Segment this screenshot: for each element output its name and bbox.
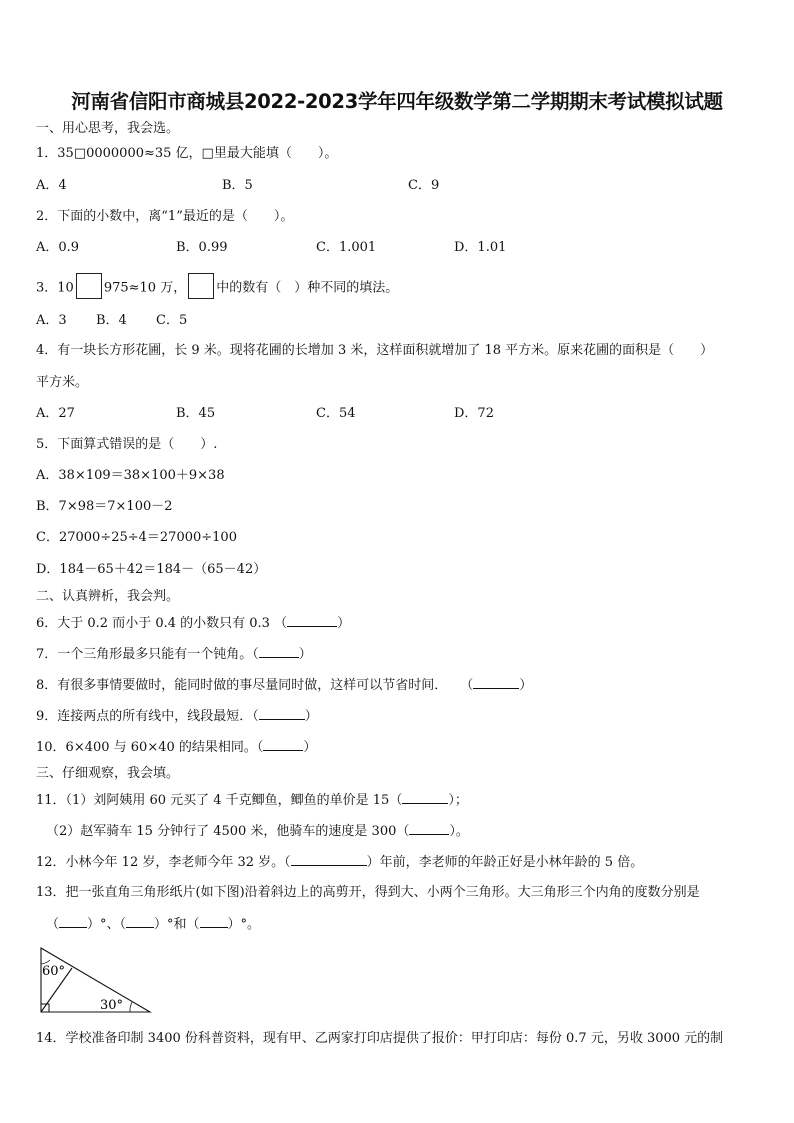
q9-answer-blank [259, 707, 305, 720]
q11-part2-paren-close: ）。 [449, 824, 469, 839]
q9-text: 9．连接两点的所有线中，线段最短．（ [36, 709, 259, 724]
q2-option-d: D．1.01 [454, 240, 507, 255]
q1-option-b: B．5 [222, 178, 253, 193]
q8-answer-blank [473, 676, 519, 689]
question-5: 5．下面算式错误的是（ ）. [36, 437, 218, 452]
q11-part1-paren-close: ）； [448, 793, 468, 808]
q8-paren-close: ） [519, 678, 533, 693]
q6-answer-blank [287, 614, 337, 627]
question-4-line-2: 平方米。 [36, 375, 89, 390]
q2-option-c: C．1.001 [316, 240, 377, 255]
q12-answer-blank [291, 853, 367, 866]
q13-blank-3 [200, 915, 228, 928]
question-10 [36, 738, 316, 757]
q5-option-b: B．7×98＝7×100－2 [36, 499, 173, 514]
q3-text-pre: 3．10 [36, 280, 74, 296]
question-13-line-2 [46, 915, 260, 934]
q13-paren-4: ）°。 [227, 917, 261, 932]
q1-option-c: C．9 [408, 178, 440, 193]
question-3 [36, 275, 398, 301]
q3-option-a: A．3 [36, 313, 67, 328]
q1-option-a: A．4 [36, 178, 67, 193]
q5-option-d: D．184－65＋42＝184－（65－42） [36, 562, 267, 577]
q11-part2-blank [409, 822, 449, 835]
question-7 [36, 645, 312, 664]
question-1: 1．35□0000000≈35 亿，□里最大能填（ ）。 [36, 146, 338, 161]
q9-paren-close: ） [304, 709, 318, 724]
q11-part2-text: （2）赵军骑车 15 分钟行了 4500 米，他骑车的速度是 300（ [46, 824, 410, 839]
question-11-part-2 [46, 822, 469, 841]
q3-blank-box [76, 273, 102, 299]
q13-blank-1 [59, 915, 87, 928]
q13-paren-3: ）°和（ [154, 917, 200, 932]
q4-option-b: B．45 [176, 406, 216, 421]
q6-paren-close: ） [337, 616, 351, 631]
q5-option-c: C．27000÷25÷4＝27000÷100 [36, 530, 237, 545]
q7-text: 7．一个三角形最多只能有一个钝角。（ [36, 647, 259, 662]
page-title: 河南省信阳市商城县2022-2023学年四年级数学第二学期期末考试模拟试题 [71, 90, 723, 113]
q12-text-pre: 12．小林今年 12 岁，李老师今年 32 岁。（ [36, 855, 291, 870]
question-9 [36, 707, 318, 726]
question-14-line-1: 14．学校准备印制 3400 份科普资料，现有甲、乙两家打印店提供了报价：甲打印店：每份 0.7 元，另收 3000 元的制 [36, 1031, 724, 1046]
section-heading-2: 二、认真辨析，我会判。 [36, 589, 180, 604]
question-11-part-1 [36, 791, 468, 810]
q10-paren-close: ） [303, 740, 317, 755]
q11-part1-text: 11．（1）刘阿姨用 60 元买了 4 千克鲫鱼，鲫鱼的单价是 15（ [36, 793, 403, 808]
q3-text-post: 中的数有（ ）种不同的填法。 [216, 280, 399, 296]
triangle-outline [41, 948, 150, 1012]
q5-option-a: A．38×109＝38×100＋9×38 [36, 468, 225, 483]
question-8 [36, 676, 532, 695]
section-heading-1: 一、用心思考，我会选。 [36, 121, 180, 136]
question-4-line-1: 4．有一块长方形花圃，长 9 米。现将花圃的长增加 3 米，这样面积就增加了 18 平方米。原来花圃的面积是（ ） [36, 343, 714, 358]
q12-text-post: ）年前，李老师的年龄正好是小林年龄的 5 倍。 [366, 855, 644, 870]
angle-label-60: 60° [42, 964, 66, 979]
q13-paren-1: （ [46, 917, 60, 932]
q2-option-a: A．0.9 [36, 240, 80, 255]
q2-option-b: B．0.99 [176, 240, 228, 255]
q3-blank-box-2 [188, 273, 214, 299]
question-6 [36, 614, 350, 633]
q3-text-mid: 975≈10 万， [103, 280, 187, 296]
question-2: 2．下面的小数中，离“1”最近的是（ ）。 [36, 209, 294, 224]
q6-text: 6．大于 0.2 而小于 0.4 的小数只有 0.3 （ [36, 616, 288, 631]
angle-arc-bottom [130, 1002, 132, 1012]
q8-text: 8．有很多事情要做时，能同时做的事尽量同时做，这样可以节省时间． （ [36, 678, 474, 693]
q4-option-c: C．54 [316, 406, 356, 421]
q13-blank-2 [126, 915, 154, 928]
question-13-line-1: 13．把一张直角三角形纸片(如下图)沿着斜边上的高剪开，得到大、小两个三角形。大三角形三个内角的度数分别是 [36, 885, 700, 900]
q7-paren-close: ） [298, 647, 312, 662]
angle-label-30: 30° [100, 998, 124, 1013]
q10-answer-blank [263, 738, 303, 751]
section-heading-3: 三、仔细观察，我会填。 [36, 766, 180, 781]
q11-part1-blank [402, 791, 448, 804]
q3-option-c: C．5 [156, 313, 188, 328]
q4-option-a: A．27 [36, 406, 75, 421]
right-triangle-figure [34, 944, 156, 1016]
question-12 [36, 853, 643, 872]
q4-option-d: D．72 [454, 406, 494, 421]
q3-option-b: B．4 [96, 313, 127, 328]
q10-text: 10．6×400 与 60×40 的结果相同。（ [36, 740, 264, 755]
q13-paren-2: ）°、（ [87, 917, 127, 932]
q7-answer-blank [259, 645, 299, 658]
